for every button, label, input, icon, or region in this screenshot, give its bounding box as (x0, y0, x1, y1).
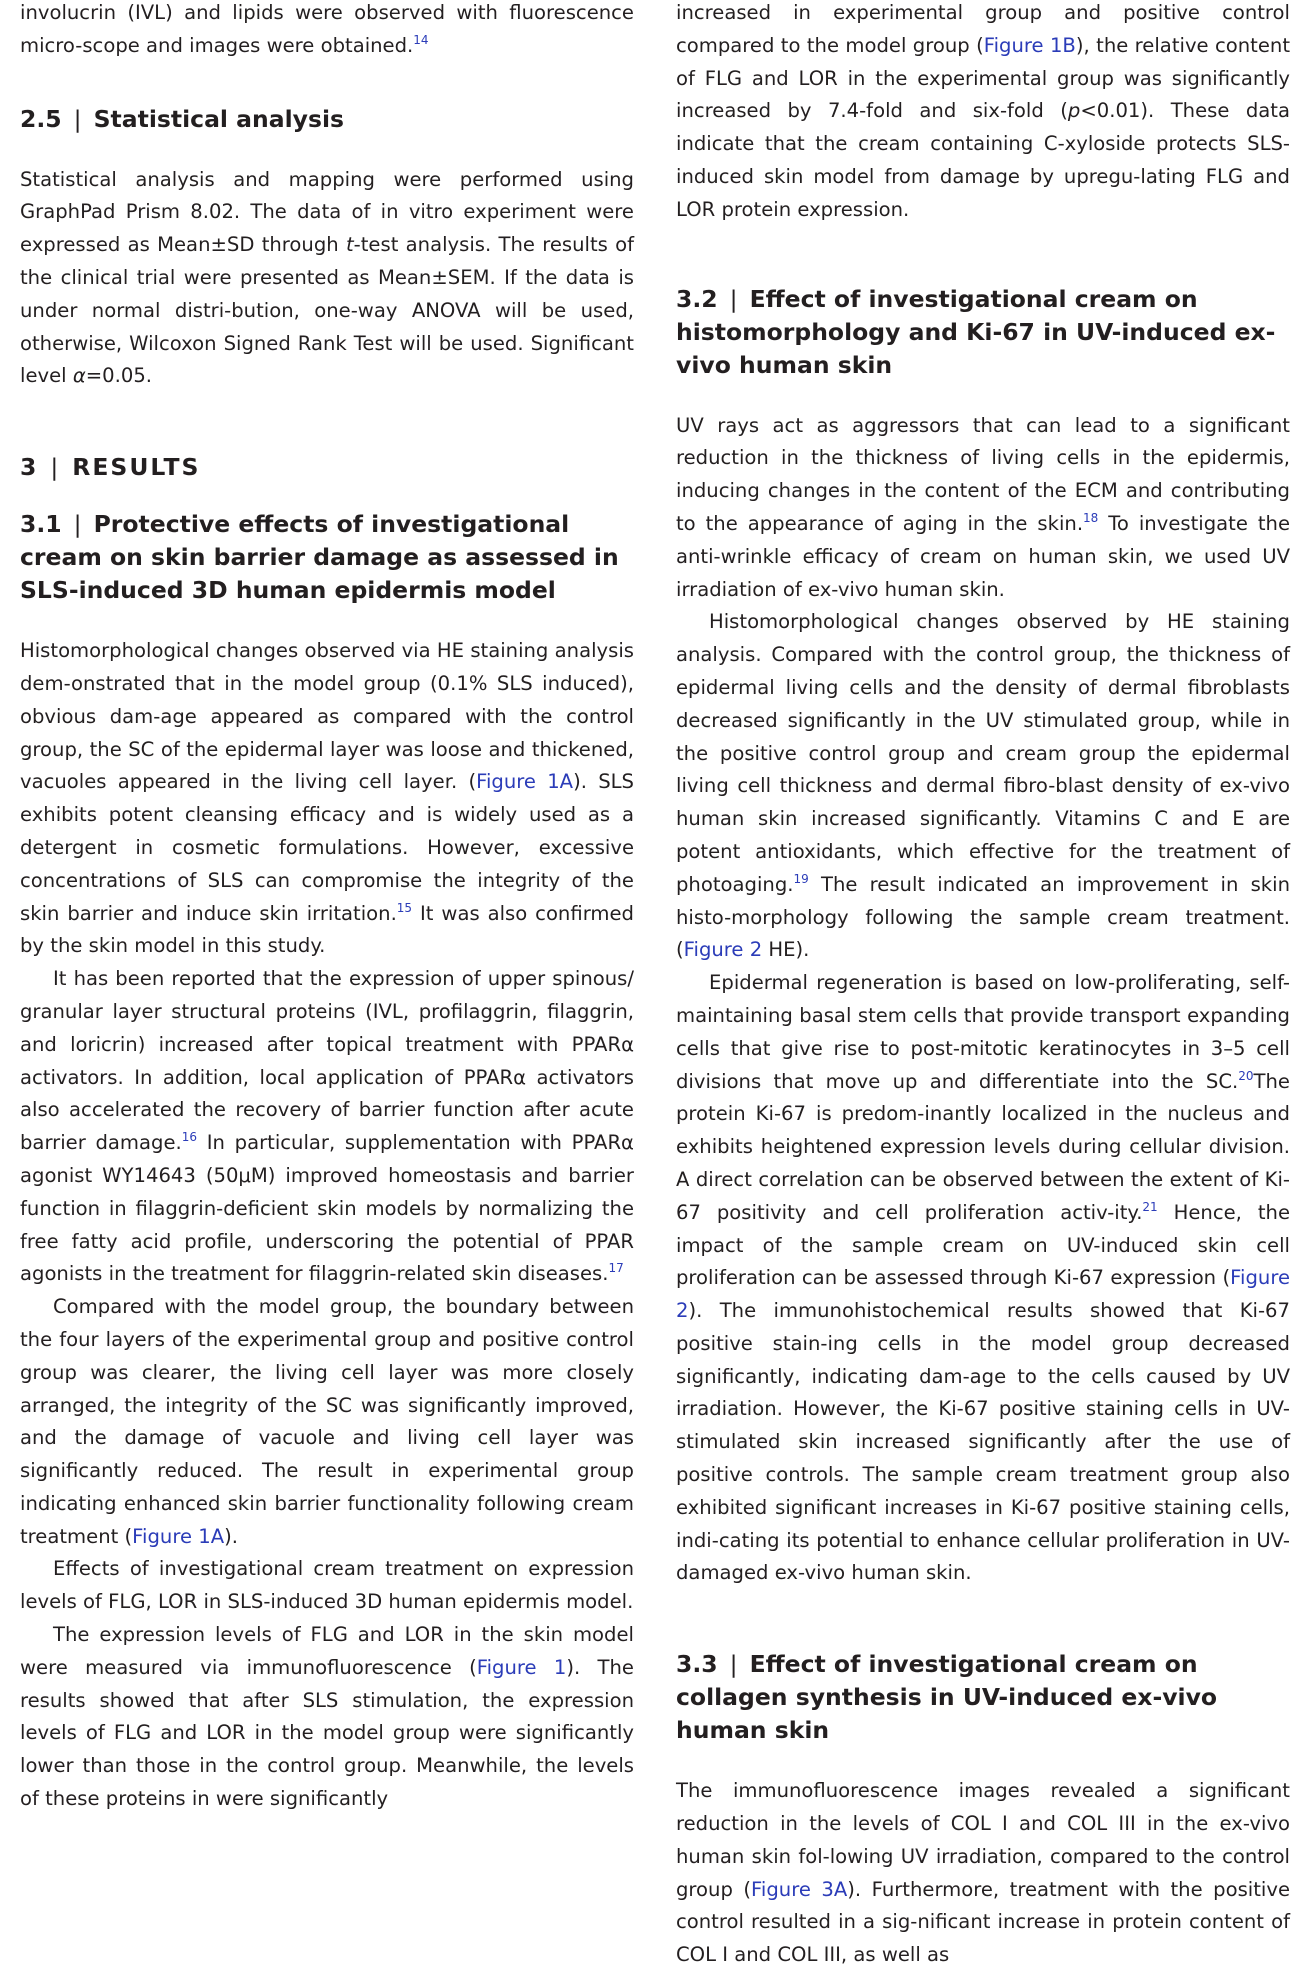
left-column (20, 0, 634, 1816)
figure-link[interactable]: Figure 1A (132, 1524, 225, 1548)
citation-ref[interactable]: 14 (413, 32, 429, 47)
citation-ref[interactable]: 21 (1142, 1199, 1158, 1214)
figure-link[interactable]: Figure 3A (751, 1877, 848, 1901)
paragraph: Statistical analysis and mapping were performed using GraphPad Prism 8.02. The data of in vitro experiment were expressed as Mean±SD through t-test analysis. The results of the clinical trial were presented as Mean±SEM. If the data is under normal distri-bution, one-way ANOVA will be used, otherwise, Wilcoxon Signed Rank Test will be used. Significant level α=0.05. (20, 167, 635, 388)
figure-link[interactable]: Figure 1B (983, 33, 1076, 57)
citation-ref[interactable]: 17 (608, 1261, 624, 1276)
paragraph: UV rays act as aggressors that can lead to a significant reduction in the thickness of living cells in the epidermis, inducing changes in the content of the ECM and contributing to the appearance of aging in the skin.$^{18}$ To investigate the anti-wrinkle efficacy of cream on human skin, we used UV irradiation of ex-vivo human skin. (676, 413, 1290, 601)
paragraph: Epidermal regeneration is based on low-proliferating, self-maintaining basal stem cells that provide transport expanding cells that give rise to post-mitotic keratinocytes in 3–5 cell divisions that move up and differentiate into the SC.$^{20}$The protein Ki-67 is predom-inantly localized in the nucleus and exhibits heightened expression levels during cellular division. A direct correlation can be observed between the extent of Ki-67 positivity and cell proliferation activ-ity.$^{21}$ Hence, the impact of the sample cream on UV-induced skin cell proliferation can be assessed through Ki-67 expression (Figure 2). The immunohistochemical results showed that Ki-67 positive stain-ing cells in the model group decreased significantly, indicating dam-age to the cells caused by UV irradiation. However, the Ki-67 positive staining cells in UV-stimulated skin increased significantly after the use of positive controls. The sample cream treatment group also exhibited significant increases in Ki-67 positive staining cells, indi-cating its potential to enhance cellular proliferation in UV-damaged ex-vivo human skin. (676, 971, 1291, 1585)
section-heading-3-3: 3.3 | Effect of investigational cream on collagen synthesis in UV-induced ex-vivo human skin (676, 1650, 1218, 1745)
citation-ref[interactable]: 20 (1238, 1068, 1254, 1083)
right-column (676, 0, 1290, 1972)
section-heading-2-5: 2.5 | Statistical analysis (20, 104, 345, 133)
section-heading-3: 3 | RESULTS (20, 453, 201, 482)
paragraph: Effects of investigational cream treatment on expression levels of FLG, LOR in SLS-induced 3D human epidermis model. (20, 1557, 634, 1614)
figure-link[interactable]: Figure 1A (476, 770, 574, 794)
paragraph: Histomorphological changes observed by HE staining analysis. Compared with the control group, the thickness of epidermal living cells and the density of dermal fibroblasts decreased significantly in the UV stimulated group, while in the positive control group and cream group the epidermal living cell thickness and dermal fibro-blast density of ex-vivo human skin increased significantly. Vitamins C and E are potent antioxidants, which effective for the treatment of photoaging.$^{19}$ The result indicated an improvement in skin histo-morphology following the sample cream treatment. (Figure 2 HE). (676, 610, 1290, 962)
citation-ref[interactable]: 15 (396, 900, 413, 915)
section-heading-3-1: 3.1 | Protective effects of investigational cream on skin barrier damage as assessed in SLS-induced 3D human epidermis model (20, 510, 619, 605)
paragraph: increased in experimental group and positive control compared to the model group (Figure 1B), the relative content of FLG and LOR in the experimental group was significantly increased by 7.4-fold and six-fold (p<0.01). These data indicate that the cream containing C-xyloside protects SLS-induced skin model from damage by upregu-lating FLG and LOR protein expression. (676, 1, 1290, 221)
paragraph: involucrin (IVL) and lipids were observed with fluorescence micro-scope and images were obtained.$^{14}$ (20, 1, 634, 57)
paragraph: Histomorphological changes observed via HE staining analysis dem-onstrated that in the model group (0.1% SLS induced), obvious dam-age appeared as compared with the control group, the SC of the epidermal layer was loose and thickened, vacuoles appeared in the living cell layer. (Figure 1A). SLS exhibits potent cleansing efficacy and is widely used as a detergent in cosmetic formulations. However, excessive concentrations of SLS can compromise the integrity of the skin barrier and induce skin irritation.$^{15}$ It was also confirmed by the skin model in this study. (20, 639, 634, 958)
paragraph: It has been reported that the expression of upper spinous/ granular layer structural proteins (IVL, profilaggrin, filaggrin, and loricrin) increased after topical treatment with PPARα activators. In addition, local application of PPARα activators also accelerated the recovery of barrier function after acute barrier damage.$^{16}$ In particular, supplementation with PPARα agonist WY14643 (50μM) improved homeostasis and barrier function in filaggrin-deficient skin models by normalizing the free fatty acid profile, underscoring the potential of PPAR agonists in the treatment for filaggrin-related skin diseases.$^{17}$ (20, 967, 634, 1286)
paragraph: The expression levels of FLG and LOR in the skin model were measured via immunofluorescence (Figure 1). The results showed that after SLS stimulation, the expression levels of FLG and LOR in the model group were significantly lower than those in the control group. Meanwhile, the levels of these proteins in were significantly (20, 1623, 634, 1811)
paragraph: Compared with the model group, the boundary between the four layers of the experimental group and positive control group was clearer, the living cell layer was more closely arranged, the integrity of the SC was significantly improved, and the damage of vacuole and living cell layer was significantly reduced. The result in experimental group indicating enhanced skin barrier functionality following cream treatment (Figure 1A). (20, 1295, 634, 1548)
figure-link[interactable]: Figure 1 (476, 1655, 567, 1679)
citation-ref[interactable]: 19 (793, 871, 809, 886)
citation-ref[interactable]: 16 (181, 1130, 198, 1145)
figure-link[interactable]: Figure 2 (683, 938, 763, 962)
figure-link[interactable]: Figure 2 (676, 1266, 1290, 1323)
citation-ref[interactable]: 18 (1083, 510, 1099, 525)
paragraph: The immunofluorescence images revealed a significant reduction in the levels of COL I and COL III in the ex-vivo human skin fol-lowing UV irradiation, compared to the control group (Figure 3A). Furthermore, treatment with the positive control resulted in a sig-nificant increase in protein content of COL I and COL III, as well as (676, 1779, 1290, 1967)
section-heading-3-2: 3.2 | Effect of investigational cream on histomorphology and Ki-67 in UV-induced ex-vivo human skin (676, 284, 1276, 379)
